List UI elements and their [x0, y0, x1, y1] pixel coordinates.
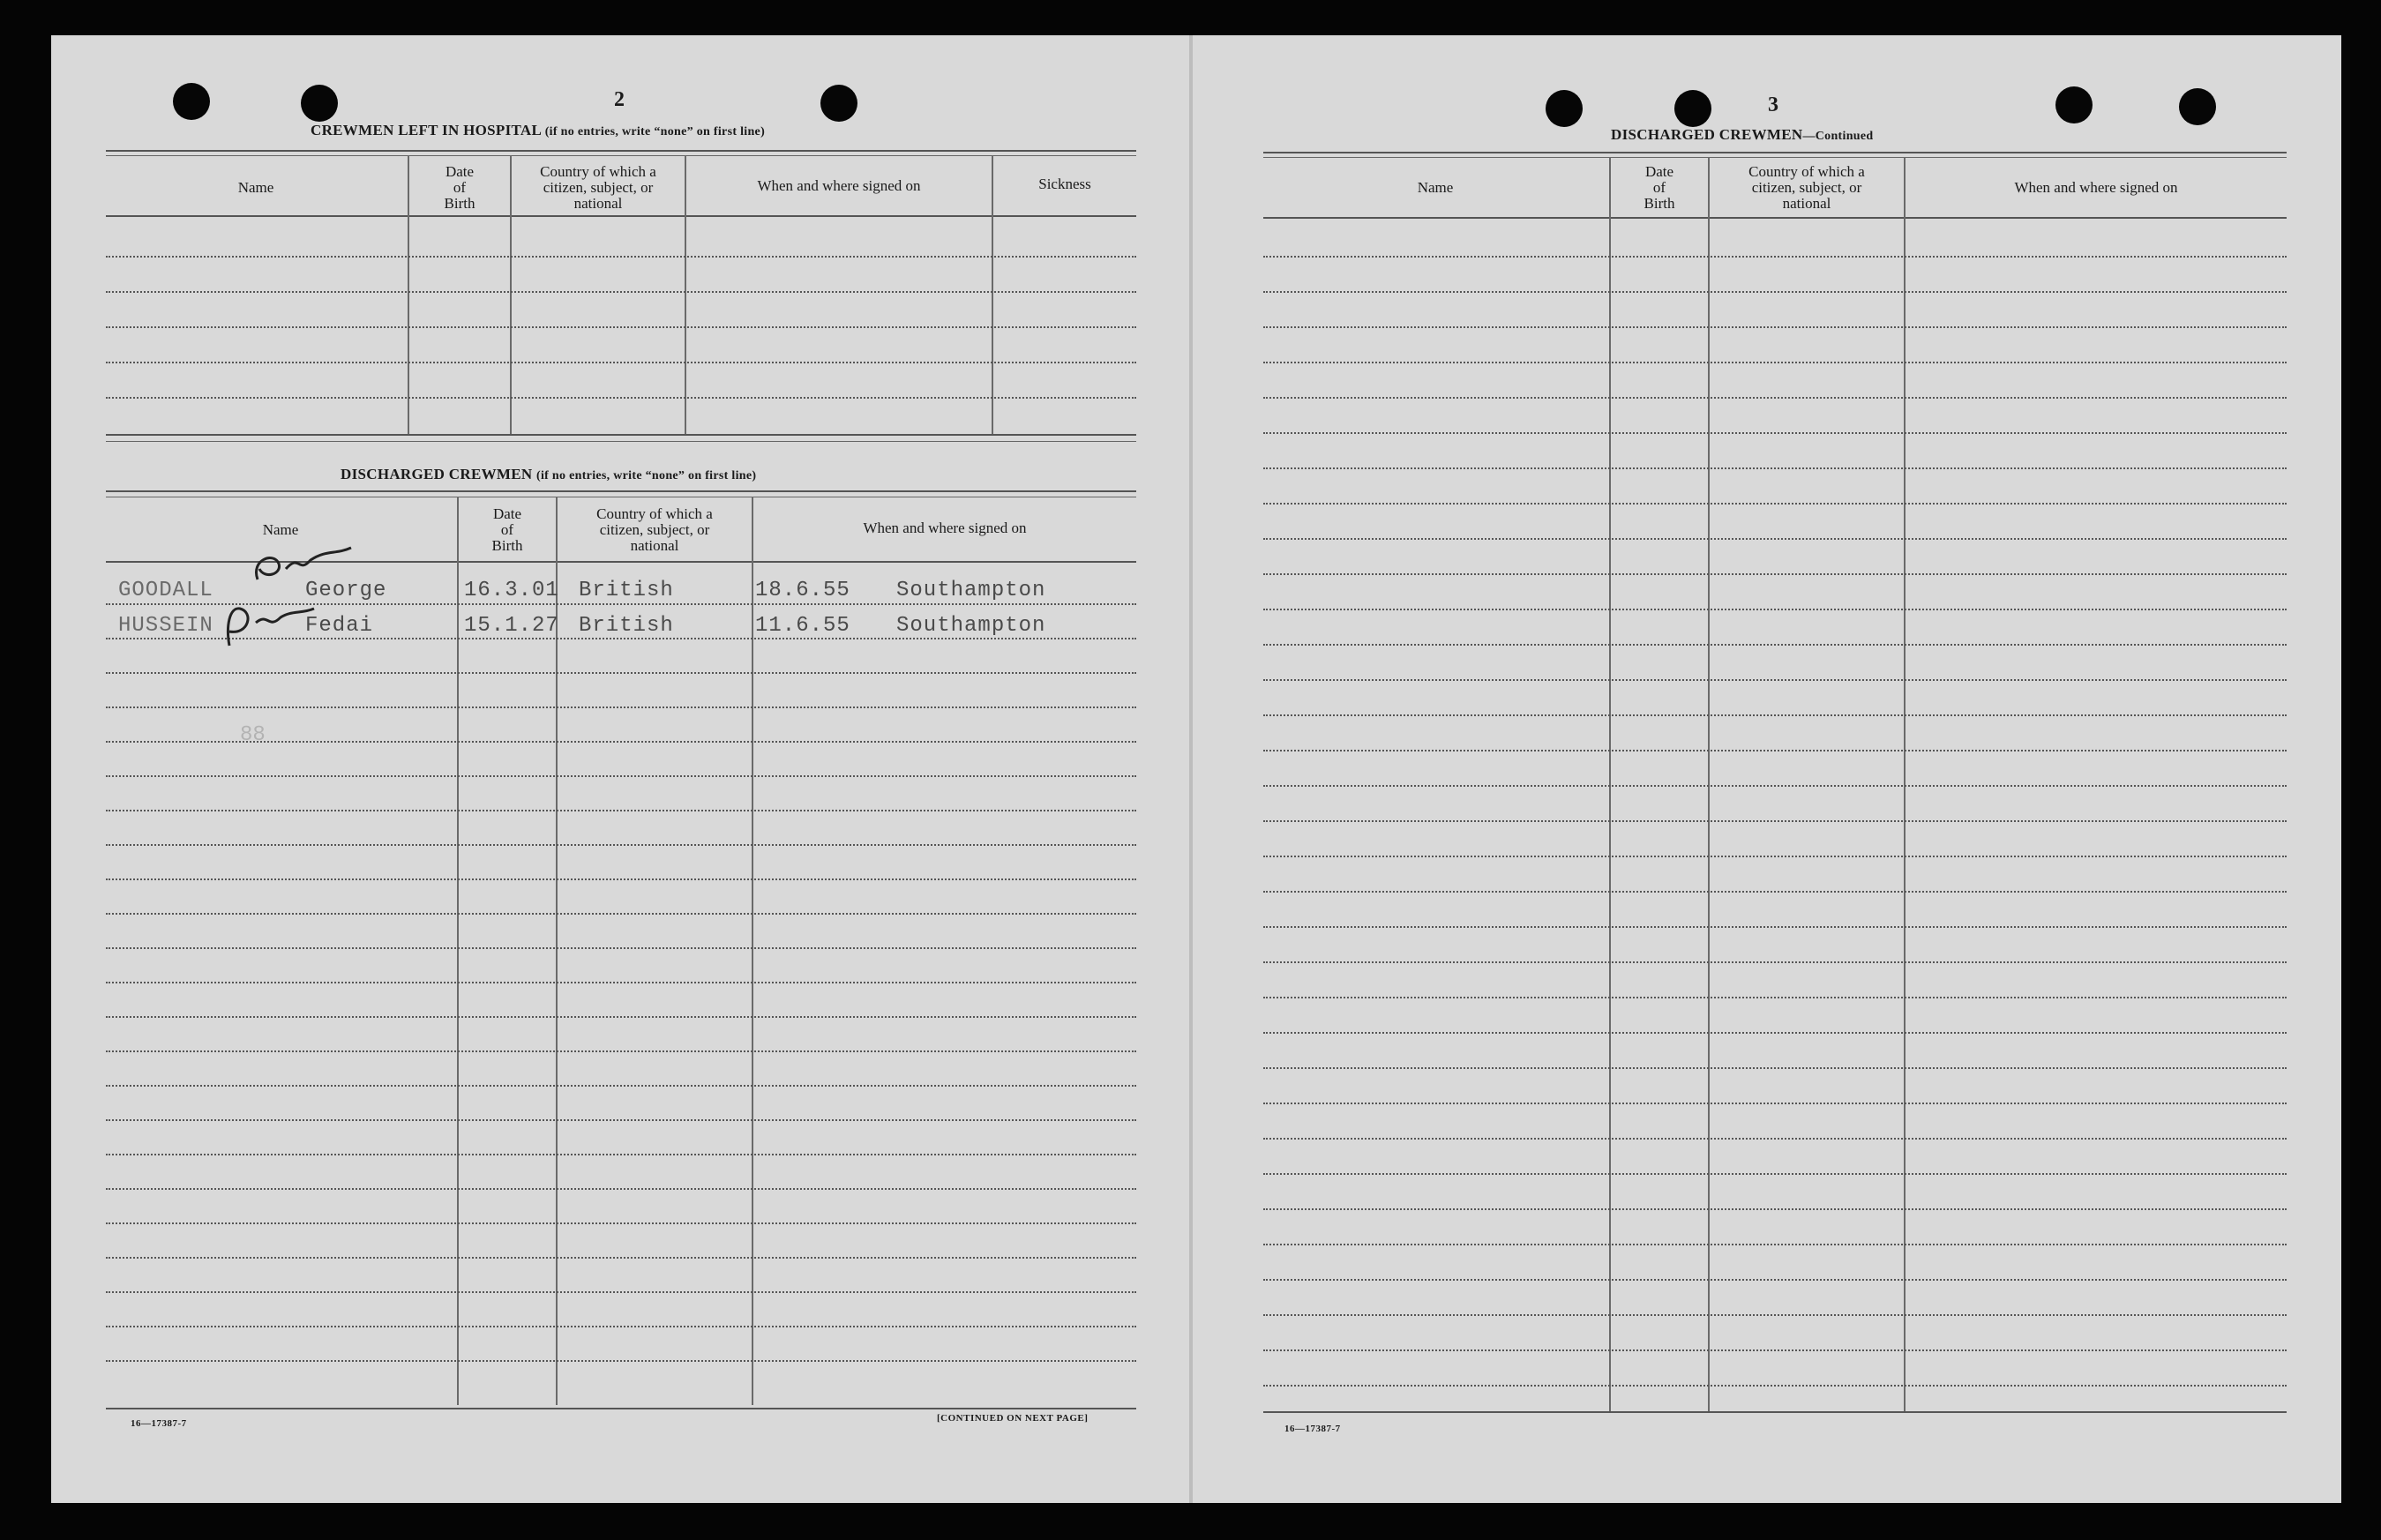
- punch-hole-icon: [173, 83, 210, 120]
- ruled-line: [1263, 1314, 2287, 1316]
- stray-mark: 88: [240, 723, 266, 747]
- ruled-line: [1263, 714, 2287, 716]
- punch-hole-icon: [1546, 90, 1583, 127]
- ruled-line: [1263, 1279, 2287, 1281]
- ruled-line: [106, 844, 1136, 846]
- ruled-line: [1263, 891, 2287, 893]
- ruled-line: [1263, 362, 2287, 363]
- page-number-right: 3: [1768, 93, 1778, 116]
- ruled-line: [1263, 1244, 2287, 1245]
- hospital-col-country: Country of which a citizen, subject, or national: [540, 163, 656, 212]
- ruled-line: [1263, 432, 2287, 434]
- crew-signed-date: 11.6.55: [755, 614, 850, 638]
- continued-col-dob: Date of Birth: [1643, 163, 1675, 212]
- ruled-line: [1263, 1385, 2287, 1387]
- ruled-line: [1263, 856, 2287, 857]
- ruled-line: [106, 810, 1136, 811]
- ruled-line: [1263, 750, 2287, 751]
- ruled-line: [106, 913, 1136, 915]
- ruled-line: [1263, 820, 2287, 822]
- form-number-left: 16—17387-7: [131, 1418, 187, 1429]
- continued-col-name: Name: [1417, 179, 1454, 196]
- discharged-col-dob: Date of Birth: [491, 505, 523, 554]
- discharged-col-signed-on: When and where signed on: [863, 520, 1027, 536]
- ruled-line: [1263, 1349, 2287, 1351]
- discharged-col-name: Name: [262, 521, 299, 538]
- ruled-line: [106, 1154, 1136, 1155]
- discharged-section-title: DISCHARGED CREWMEN (if no entries, write “none” on first line): [341, 466, 757, 482]
- hospital-col-sickness: Sickness: [1038, 176, 1091, 192]
- handwritten-initials-icon: [219, 596, 333, 649]
- hospital-col-signed-on: When and where signed on: [757, 177, 921, 194]
- ruled-line: [1263, 997, 2287, 998]
- hospital-top-rule: [106, 150, 1136, 152]
- ruled-line: [106, 1085, 1136, 1087]
- discharged-continued-title: DISCHARGED CREWMEN—Continued: [1611, 126, 1874, 143]
- crew-country: British: [579, 579, 674, 602]
- ruled-line: [1263, 1103, 2287, 1104]
- ruled-line: [106, 1222, 1136, 1224]
- crew-country: British: [579, 614, 674, 638]
- form-number-right: 16—17387-7: [1284, 1424, 1341, 1434]
- ruled-line: [106, 672, 1136, 674]
- hospital-header-rule: [106, 215, 1136, 217]
- continued-col-signed-on: When and where signed on: [2014, 179, 2178, 196]
- ruled-line: [1263, 291, 2287, 293]
- crew-signed-place: Southampton: [896, 614, 1046, 638]
- continued-col-country: Country of which a citizen, subject, or national: [1748, 163, 1865, 212]
- ruled-line: [1263, 1173, 2287, 1175]
- ruled-line: [1263, 256, 2287, 258]
- ruled-line: [1263, 503, 2287, 505]
- ruled-line: [1263, 644, 2287, 646]
- continued-note: [CONTINUED ON NEXT PAGE]: [937, 1413, 1089, 1424]
- hospital-col-name: Name: [237, 179, 274, 196]
- crew-surname: HUSSEIN: [118, 614, 213, 638]
- crew-signed-place: Southampton: [896, 579, 1046, 602]
- punch-hole-icon: [820, 85, 857, 122]
- ruled-line: [1263, 1208, 2287, 1210]
- ruled-line: [106, 1119, 1136, 1121]
- punch-hole-icon: [301, 85, 338, 122]
- ruled-line: [106, 1291, 1136, 1293]
- crew-surname: GOODALL: [118, 579, 213, 602]
- ruled-line: [1263, 326, 2287, 328]
- ruled-line: [1263, 573, 2287, 575]
- ruled-line: [106, 1257, 1136, 1259]
- hospital-col-dob: Date of Birth: [444, 163, 475, 212]
- ruled-line: [106, 1050, 1136, 1052]
- page-number-left: 2: [614, 88, 625, 111]
- ruled-line: [106, 1360, 1136, 1362]
- ruled-line: [1263, 926, 2287, 928]
- handwritten-initials-icon: [247, 534, 362, 587]
- discharged-col-country: Country of which a citizen, subject, or national: [596, 505, 713, 554]
- ruled-line: [106, 1326, 1136, 1327]
- ruled-line: [106, 706, 1136, 708]
- ruled-line: [1263, 609, 2287, 610]
- ruled-line: [1263, 961, 2287, 963]
- crew-given-name: Fedai: [305, 614, 374, 638]
- hospital-section-title: CREWMEN LEFT IN HOSPITAL (if no entries, write “none” on first line): [311, 122, 766, 138]
- ruled-line: [106, 982, 1136, 983]
- ruled-line: [1263, 679, 2287, 681]
- ruled-line: [1263, 1067, 2287, 1069]
- crew-signed-date: 18.6.55: [755, 579, 850, 602]
- ruled-line: [1263, 467, 2287, 469]
- punch-hole-icon: [2179, 88, 2216, 125]
- crew-dob: 16.3.01: [464, 579, 559, 602]
- ruled-line: [106, 878, 1136, 880]
- ruled-line: [1263, 1138, 2287, 1140]
- ruled-line: [1263, 538, 2287, 540]
- punch-hole-icon: [2055, 86, 2093, 123]
- page-fold: [1189, 35, 1193, 1503]
- ruled-line: [106, 1188, 1136, 1190]
- crew-dob: 15.1.27: [464, 614, 559, 638]
- ruled-line: [1263, 785, 2287, 787]
- punch-hole-icon: [1674, 90, 1711, 127]
- crew-given-name: George: [305, 579, 387, 602]
- ruled-line: [106, 1016, 1136, 1018]
- ruled-line: [1263, 1032, 2287, 1034]
- ruled-line: [106, 947, 1136, 949]
- ruled-line: [1263, 397, 2287, 399]
- ruled-line: [106, 775, 1136, 777]
